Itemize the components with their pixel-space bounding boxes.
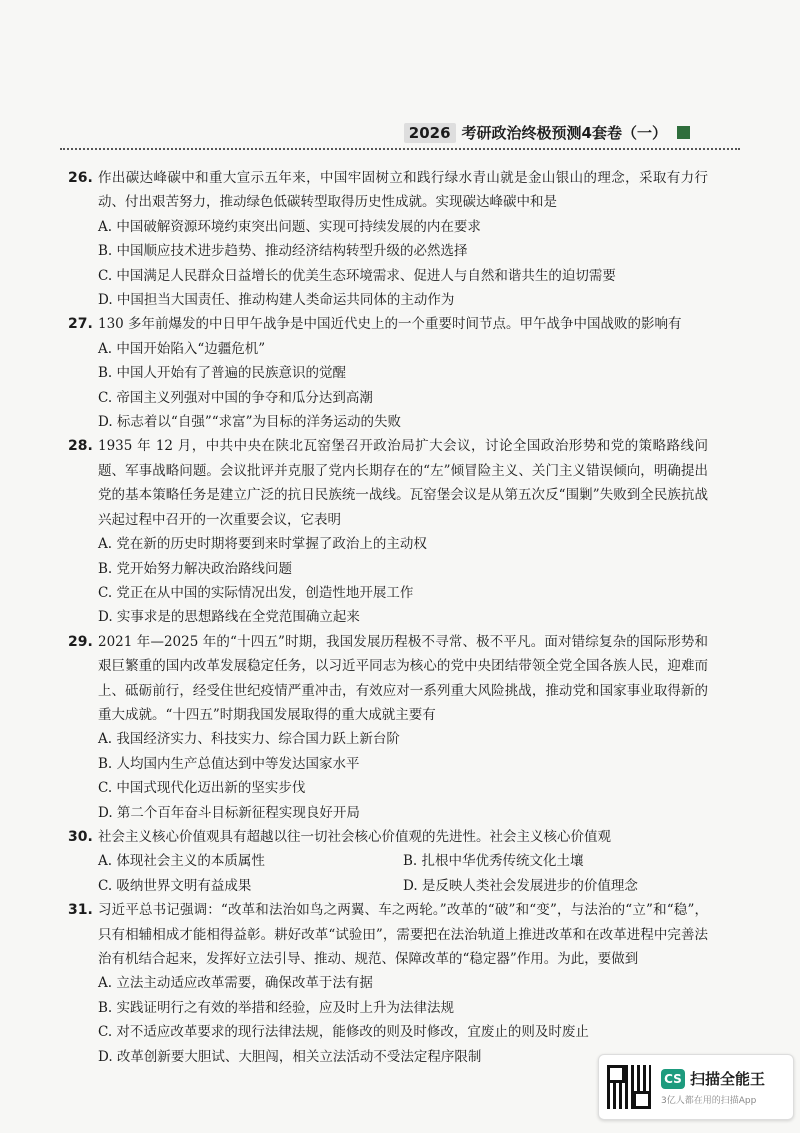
option-c: C. 对不适应改革要求的现行法律法规，能修改的则及时修改，宜废止的则及时废止 bbox=[98, 1024, 589, 1041]
option-b: B. 扎根中华优秀传统文化土壤 bbox=[403, 853, 584, 870]
option-b: B. 人均国内生产总值达到中等发达国家水平 bbox=[98, 755, 360, 772]
option-a: A. 中国开始陷入“边疆危机” bbox=[98, 340, 266, 357]
question-stem: 社会主义核心价值观具有超越以往一切社会核心价值观的先进性。社会主义核心价值观 bbox=[98, 828, 611, 845]
question-27 bbox=[68, 312, 708, 434]
brand-name: 扫描全能王 bbox=[690, 1070, 766, 1088]
option-a: A. 我国经济实力、科技实力、综合国力跃上新台阶 bbox=[98, 731, 400, 748]
camscanner-logo-icon: CS bbox=[661, 1069, 685, 1089]
option-d: D. 改革创新要大胆试、大胆闯，相关立法活动不受法定程序限制 bbox=[98, 1048, 482, 1065]
question-stem: 130 多年前爆发的中日甲午战争是中国近代史上的一个重要时间节点。甲午战争中国战败的影响有 bbox=[98, 316, 682, 333]
option-d: D. 是反映人类社会发展进步的价值理念 bbox=[403, 877, 638, 894]
brand-row bbox=[661, 1068, 765, 1089]
option-d: D. 标志着以“自强”“求富”为目标的洋务运动的失败 bbox=[98, 414, 402, 431]
option-b: B. 实践证明行之有效的举措和经验，应及时上升为法律法规 bbox=[98, 999, 455, 1016]
header-divider bbox=[60, 148, 740, 150]
option-b: B. 中国顺应技术进步趋势、推动经济结构转型升级的必然选择 bbox=[98, 243, 468, 260]
question-29 bbox=[68, 630, 708, 825]
question-28 bbox=[68, 434, 708, 629]
question-stem: 作出碳达峰碳中和重大宣示五年来，中国牢固树立和践行绿水青山就是金山银山的理念，采取有力行动、付出艰苦努力，推动绿色低碳转型取得历史性成就。实现碳达峰碳中和是 bbox=[98, 170, 708, 211]
option-d: D. 实事求是的思想路线在全党范围确立起来 bbox=[98, 609, 360, 626]
option-a: A. 立法主动适应改革需要，确保改革于法有据 bbox=[98, 975, 373, 992]
option-c: C. 帝国主义列强对中国的争夺和瓜分达到高潮 bbox=[98, 389, 373, 406]
option-b: B. 中国人开始有了普遍的民族意识的觉醒 bbox=[98, 365, 347, 382]
option-c: C. 党正在从中国的实际情况出发，创造性地开展工作 bbox=[98, 584, 414, 601]
question-stem: 2021 年—2025 年的“十四五”时期，我国发展历程极不寻常、极不平凡。面对错综复杂的国际形势和艰巨繁重的国内改革发展稳定任务，以习近平同志为核心的党中央团结带领全党全国各族人民，迎难而上、砥砺前行，经受住世纪疫情严重冲击，有效应对一系列重大风险挑战，推动党和国家事业取得新的重大成就。“十四五”时期我国发展取得的重大成就主要有 bbox=[98, 633, 708, 723]
question-30 bbox=[68, 825, 708, 898]
year-badge: 2026 bbox=[404, 123, 456, 143]
option-c: C. 中国满足人民群众日益增长的优美生态环境需求、促进人与自然和谐共生的迫切需要 bbox=[98, 267, 616, 284]
option-c: C. 中国式现代化迈出新的坚实步伐 bbox=[98, 780, 306, 797]
question-number: 26. bbox=[68, 170, 93, 186]
option-b: B. 党开始努力解决政治路线问题 bbox=[98, 560, 293, 577]
question-number: 31. bbox=[68, 902, 93, 919]
option-grid bbox=[98, 849, 708, 898]
header-square-icon bbox=[677, 126, 690, 139]
question-31 bbox=[68, 898, 708, 1069]
question-number: 30. bbox=[68, 828, 93, 845]
option-d: D. 第二个百年奋斗目标新征程实现良好开局 bbox=[98, 804, 360, 821]
scanner-watermark-badge bbox=[598, 1054, 794, 1120]
scanner-brand bbox=[661, 1068, 765, 1106]
question-list bbox=[68, 166, 708, 1069]
question-number: 27. bbox=[68, 316, 93, 333]
qr-code-icon bbox=[607, 1065, 651, 1109]
question-stem: 1935 年 12 月，中共中央在陕北瓦窑堡召开政治局扩大会议，讨论全国政治形势和党的策略路线问题、军事战略问题。会议批评并克服了党内长期存在的“左”倾冒险主义、关门主义错误倾向，明确提出党的基本策略任务是建立广泛的抗日民族统一战线。瓦窑堡会议是从第五次反“围剿”失败到全民族抗战兴起过程中召开的一次重要会议，它表明 bbox=[98, 438, 708, 528]
option-a: A. 中国破解资源环境约束突出问题、实现可持续发展的内在要求 bbox=[98, 218, 481, 235]
brand-tagline: 3亿人都在用的扫描App bbox=[661, 1096, 757, 1106]
exam-header bbox=[404, 122, 690, 143]
option-a: A. 党在新的历史时期将要到来时掌握了政治上的主动权 bbox=[98, 536, 427, 553]
exam-title: 考研政治终极预测4套卷（一） bbox=[461, 124, 667, 142]
question-stem: 习近平总书记强调：“改革和法治如鸟之两翼、车之两轮。”改革的“破”和“变”，与法治的“立”和“稳”，只有相辅相成才能相得益彰。耕好改革“试验田”，需要把在法治轨道上推进改革和在改革进程中完善法治有机结合起来，发挥好立法引导、推动、规范、保障改革的“稳定器”作用。为此，要做到 bbox=[98, 902, 708, 967]
question-26 bbox=[68, 166, 708, 312]
question-number: 28. bbox=[68, 438, 93, 455]
option-c: C. 吸纳世界文明有益成果 bbox=[98, 877, 252, 894]
option-a: A. 体现社会主义的本质属性 bbox=[98, 853, 265, 870]
question-number: 29. bbox=[68, 633, 93, 650]
option-d: D. 中国担当大国责任、推动构建人类命运共同体的主动作为 bbox=[98, 292, 455, 309]
